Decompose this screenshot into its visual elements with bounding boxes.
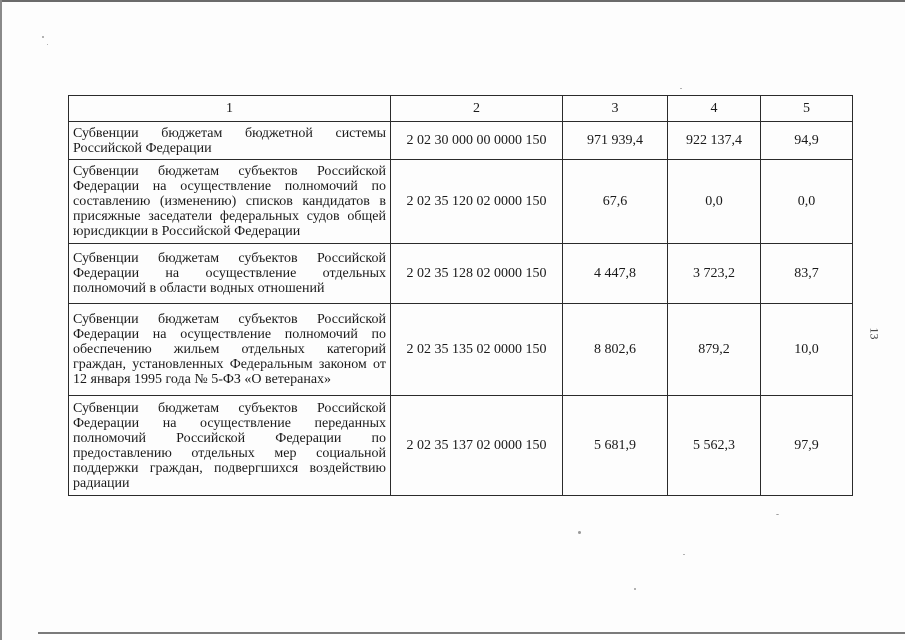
- column-header: 5: [761, 96, 853, 122]
- row-value-col5: 94,9: [761, 122, 853, 160]
- row-description: Субвенции бюджетам субъектов Российской Федерации на осуществление переданных полномочий Российской Федерации по предоставлению отдельных мер социальной поддержки граждан, подвергшихся воздействию радиации: [69, 396, 391, 496]
- row-value-col5: 97,9: [761, 396, 853, 496]
- scan-speck: [680, 88, 682, 89]
- row-value-col4: 879,2: [668, 304, 761, 396]
- row-value-col3: 5 681,9: [563, 396, 668, 496]
- column-header: 1: [69, 96, 391, 122]
- row-description: Субвенции бюджетам бюджетной системы Российской Федерации: [69, 122, 391, 160]
- row-budget-code: 2 02 35 128 02 0000 150: [391, 244, 563, 304]
- row-budget-code: 2 02 35 137 02 0000 150: [391, 396, 563, 496]
- row-value-col5: 0,0: [761, 160, 853, 244]
- row-value-col4: 5 562,3: [668, 396, 761, 496]
- column-header: 3: [563, 96, 668, 122]
- scan-speck: [776, 514, 779, 515]
- page-number: 13: [867, 327, 882, 340]
- scan-speck: [47, 44, 48, 45]
- column-header: 2: [391, 96, 563, 122]
- row-budget-code: 2 02 30 000 00 0000 150: [391, 122, 563, 160]
- row-budget-code: 2 02 35 120 02 0000 150: [391, 160, 563, 244]
- table-row: [69, 244, 853, 304]
- row-budget-code: 2 02 35 135 02 0000 150: [391, 304, 563, 396]
- row-value-col5: 10,0: [761, 304, 853, 396]
- row-value-col4: 922 137,4: [668, 122, 761, 160]
- row-description: Субвенции бюджетам субъектов Российской Федерации на осуществление отдельных полномочий в области водных отношений: [69, 244, 391, 304]
- scan-edge-bottom: [38, 632, 905, 634]
- scan-speck: [634, 588, 636, 590]
- row-value-col3: 4 447,8: [563, 244, 668, 304]
- row-description: Субвенции бюджетам субъектов Российской Федерации на осуществление полномочий по обеспечению жильем отдельных категорий граждан, установленных Федеральным законом от 12 января 1995 года № 5-ФЗ «О ветеранах»: [69, 304, 391, 396]
- table-row: [69, 396, 853, 496]
- scan-speck: [42, 36, 44, 38]
- scan-speck: [683, 554, 685, 555]
- row-value-col4: 0,0: [668, 160, 761, 244]
- row-value-col3: 971 939,4: [563, 122, 668, 160]
- table-header-row: [69, 96, 853, 122]
- scan-speck: [578, 531, 581, 534]
- row-value-col3: 67,6: [563, 160, 668, 244]
- table-row: [69, 304, 853, 396]
- row-value-col4: 3 723,2: [668, 244, 761, 304]
- table-row: [69, 122, 853, 160]
- row-description: Субвенции бюджетам субъектов Российской Федерации на осуществление полномочий по составлению (изменению) списков кандидатов в присяжные заседатели федеральных судов общей юрисдикции в Российской Федерации: [69, 160, 391, 244]
- budget-table: [68, 95, 853, 496]
- table-row: [69, 160, 853, 244]
- row-value-col3: 8 802,6: [563, 304, 668, 396]
- column-header: 4: [668, 96, 761, 122]
- scan-edge-top: [0, 0, 905, 2]
- scan-edge-left: [0, 0, 2, 640]
- row-value-col5: 83,7: [761, 244, 853, 304]
